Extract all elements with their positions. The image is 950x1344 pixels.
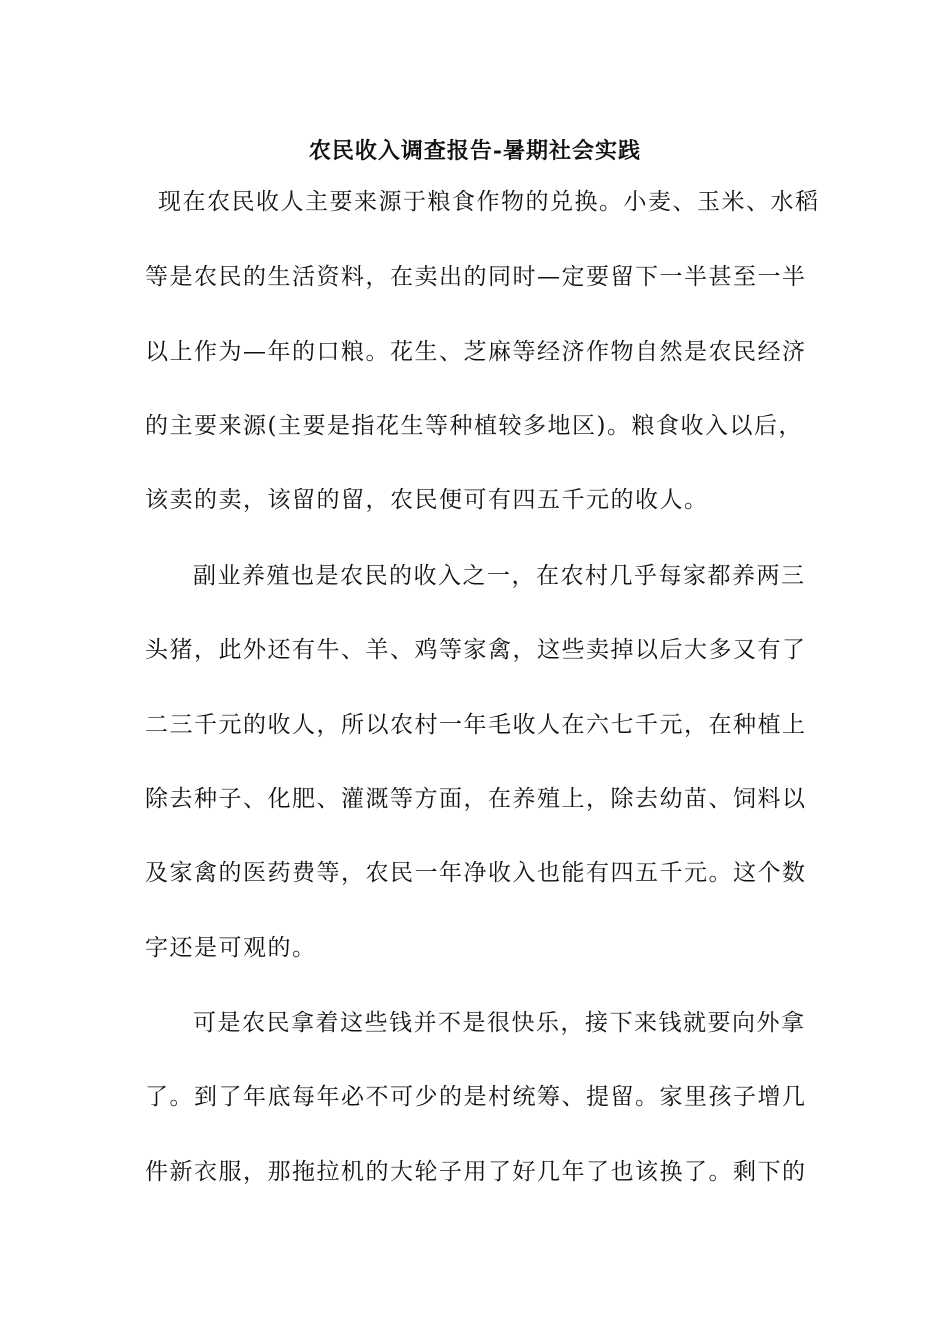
paragraph-line: 可是农民拿着这些钱并不是很快乐，接下来钱就要向外拿 [193,1010,806,1036]
paragraph-line: 字还是可观的。 [145,935,317,961]
paragraph-line: 以上作为—年的口粮。花生、芝麻等经济作物自然是农民经济 [145,339,807,365]
paragraph-line: 除去种子、化肥、灌溉等方面，在养殖上，除去幼苗、饲料以 [145,786,807,812]
paragraph-line: 及家禽的医药费等，农民一年净收入也能有四五千元。这个数 [145,860,807,886]
paragraph-line: 头猪，此外还有牛、羊、鸡等家禽，这些卖掉以后大多又有了 [145,637,807,663]
paragraph-line: 等是农民的生活资料，在卖出的同时—定要留下一半甚至一半 [145,264,807,290]
paragraph-line: 现在农民收人主要来源于粮食作物的兑换。小麦、玉米、水稻 [158,189,820,215]
paragraph-line: 的主要来源(主要是指花生等种植较多地区)。粮食收入以后， [145,413,803,439]
paragraph-line: 了。到了年底每年必不可少的是村统筹、提留。家里孩子增几 [145,1084,807,1110]
page-title: 农民收入调查报告-暑期社会实践 [308,138,642,164]
paragraph-line: 二三千元的收人，所以农村一年毛收人在六七千元，在种植上 [145,712,807,738]
paragraph-line: 该卖的卖，该留的留，农民便可有四五千元的收人。 [145,487,709,513]
paragraph-line: 副业养殖也是农民的收入之一，在农村几乎每家都养两三 [193,563,806,589]
paragraph-line: 件新衣服，那拖拉机的大轮子用了好几年了也该换了。剩下的 [145,1159,807,1185]
